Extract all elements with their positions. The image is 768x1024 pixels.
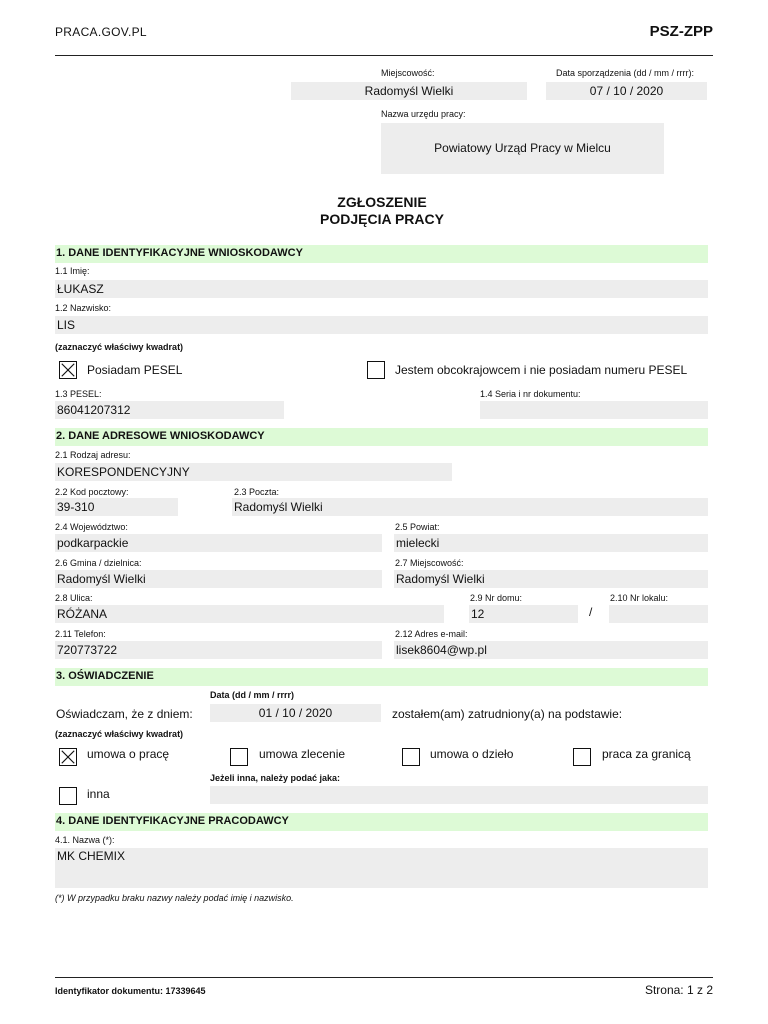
- address-type-label: 2.1 Rodzaj adresu:: [55, 450, 131, 460]
- house-number-field[interactable]: 12: [469, 605, 578, 623]
- address-type-field[interactable]: KORESPONDENCYJNY: [55, 463, 452, 481]
- form-code: PSZ-ZPP: [649, 23, 713, 40]
- checked-x-icon: [60, 749, 76, 765]
- house-number-label: 2.9 Nr domu:: [470, 593, 523, 603]
- other-checkbox[interactable]: [59, 787, 77, 805]
- employer-name-label: 4.1. Nazwa (*):: [55, 835, 115, 845]
- pesel-field[interactable]: 86041207312: [55, 401, 284, 419]
- post-office-label: 2.3 Poczta:: [234, 487, 280, 497]
- postal-code-label: 2.2 Kod pocztowy:: [55, 487, 129, 497]
- email-field[interactable]: lisek8604@wp.pl: [394, 641, 708, 659]
- other-specify-field[interactable]: [210, 786, 708, 804]
- page-number: Strona: 1 z 2: [644, 983, 713, 997]
- last-name-label: 1.2 Nazwisko:: [55, 303, 112, 313]
- doc-number-label: 1.4 Seria i nr dokumentu:: [480, 389, 581, 399]
- checked-x-icon: [60, 362, 76, 378]
- first-name-field[interactable]: ŁUKASZ: [55, 280, 708, 298]
- street-label: 2.8 Ulica:: [55, 593, 93, 603]
- statement-text-pre: Oświadczam, że z dniem:: [56, 707, 193, 721]
- voivodeship-field[interactable]: podkarpackie: [55, 534, 382, 552]
- commune-label: 2.6 Gmina / dzielnica:: [55, 558, 142, 568]
- place-field[interactable]: Radomyśl Wielki: [291, 82, 527, 100]
- contract-mandate-label: umowa zlecenie: [259, 747, 346, 761]
- doc-number-field[interactable]: [480, 401, 708, 419]
- check-hint-3: (zaznaczyć właściwy kwadrat): [55, 729, 184, 739]
- pesel-label: 1.3 PESEL:: [55, 389, 102, 399]
- footer-divider: [55, 977, 713, 978]
- post-office-field[interactable]: Radomyśl Wielki: [232, 498, 708, 516]
- form-title-line1: ZGŁOSZENIE: [337, 194, 427, 210]
- contract-work-label: umowa o dzieło: [430, 747, 514, 761]
- office-field[interactable]: Powiatowy Urząd Pracy w Mielcu: [381, 123, 664, 174]
- header-divider: [55, 55, 713, 56]
- county-label: 2.5 Powiat:: [395, 522, 440, 532]
- place-label: Miejscowość:: [381, 68, 435, 78]
- house-flat-separator: /: [589, 605, 593, 619]
- county-field[interactable]: mielecki: [394, 534, 708, 552]
- contract-employment-label: umowa o pracę: [87, 747, 170, 761]
- statement-text-post: zostałem(am) zatrudniony(a) na podstawie:: [392, 707, 623, 721]
- employment-date-field[interactable]: 01 / 10 / 2020: [210, 704, 381, 722]
- first-name-label: 1.1 Imię:: [55, 266, 90, 276]
- phone-label: 2.11 Telefon:: [55, 629, 106, 639]
- foreigner-checkbox[interactable]: [367, 361, 385, 379]
- contract-work-checkbox[interactable]: [402, 748, 420, 766]
- has-pesel-label: Posiadam PESEL: [87, 363, 183, 377]
- foreigner-label: Jestem obcokrajowcem i nie posiadam numeru PESEL: [395, 363, 688, 377]
- employer-footnote: (*) W przypadku braku nazwy należy podać imię i nazwisko.: [55, 893, 294, 903]
- has-pesel-checkbox[interactable]: [59, 361, 77, 379]
- site-name: PRACA.GOV.PL: [55, 25, 147, 39]
- other-label: inna: [87, 787, 110, 801]
- section-3-heading: 3. OŚWIADCZENIE: [55, 668, 708, 686]
- voivodeship-label: 2.4 Województwo:: [55, 522, 128, 532]
- postal-code-field[interactable]: 39-310: [55, 498, 178, 516]
- section-4-heading: 4. DANE IDENTYFIKACYJNE PRACODAWCY: [55, 813, 708, 831]
- date-field[interactable]: 07 / 10 / 2020: [546, 82, 707, 100]
- office-label: Nazwa urzędu pracy:: [381, 109, 466, 119]
- form-title-line2: PODJĘCIA PRACY: [320, 211, 444, 227]
- town-label: 2.7 Miejscowość:: [395, 558, 464, 568]
- statement-date-label: Data (dd / mm / rrrr): [210, 690, 295, 700]
- check-hint-1: (zaznaczyć właściwy kwadrat): [55, 342, 184, 352]
- work-abroad-label: praca za granicą: [602, 747, 691, 761]
- employer-name-field[interactable]: MK CHEMIX: [55, 848, 708, 888]
- other-specify-label: Jeżeli inna, należy podać jaka:: [210, 773, 341, 783]
- email-label: 2.12 Adres e-mail:: [395, 629, 468, 639]
- work-abroad-checkbox[interactable]: [573, 748, 591, 766]
- flat-number-label: 2.10 Nr lokalu:: [610, 593, 669, 603]
- section-1-heading: 1. DANE IDENTYFIKACYJNE WNIOSKODAWCY: [55, 245, 708, 263]
- last-name-field[interactable]: LIS: [55, 316, 708, 334]
- contract-employment-checkbox[interactable]: [59, 748, 77, 766]
- contract-mandate-checkbox[interactable]: [230, 748, 248, 766]
- flat-number-field[interactable]: [609, 605, 708, 623]
- document-id: Identyfikator dokumentu: 17339645: [55, 986, 206, 996]
- commune-field[interactable]: Radomyśl Wielki: [55, 570, 382, 588]
- street-field[interactable]: RÓŻANA: [55, 605, 444, 623]
- town-field[interactable]: Radomyśl Wielki: [394, 570, 708, 588]
- section-2-heading: 2. DANE ADRESOWE WNIOSKODAWCY: [55, 428, 708, 446]
- phone-field[interactable]: 720773722: [55, 641, 382, 659]
- date-label: Data sporządzenia (dd / mm / rrrr):: [556, 68, 695, 78]
